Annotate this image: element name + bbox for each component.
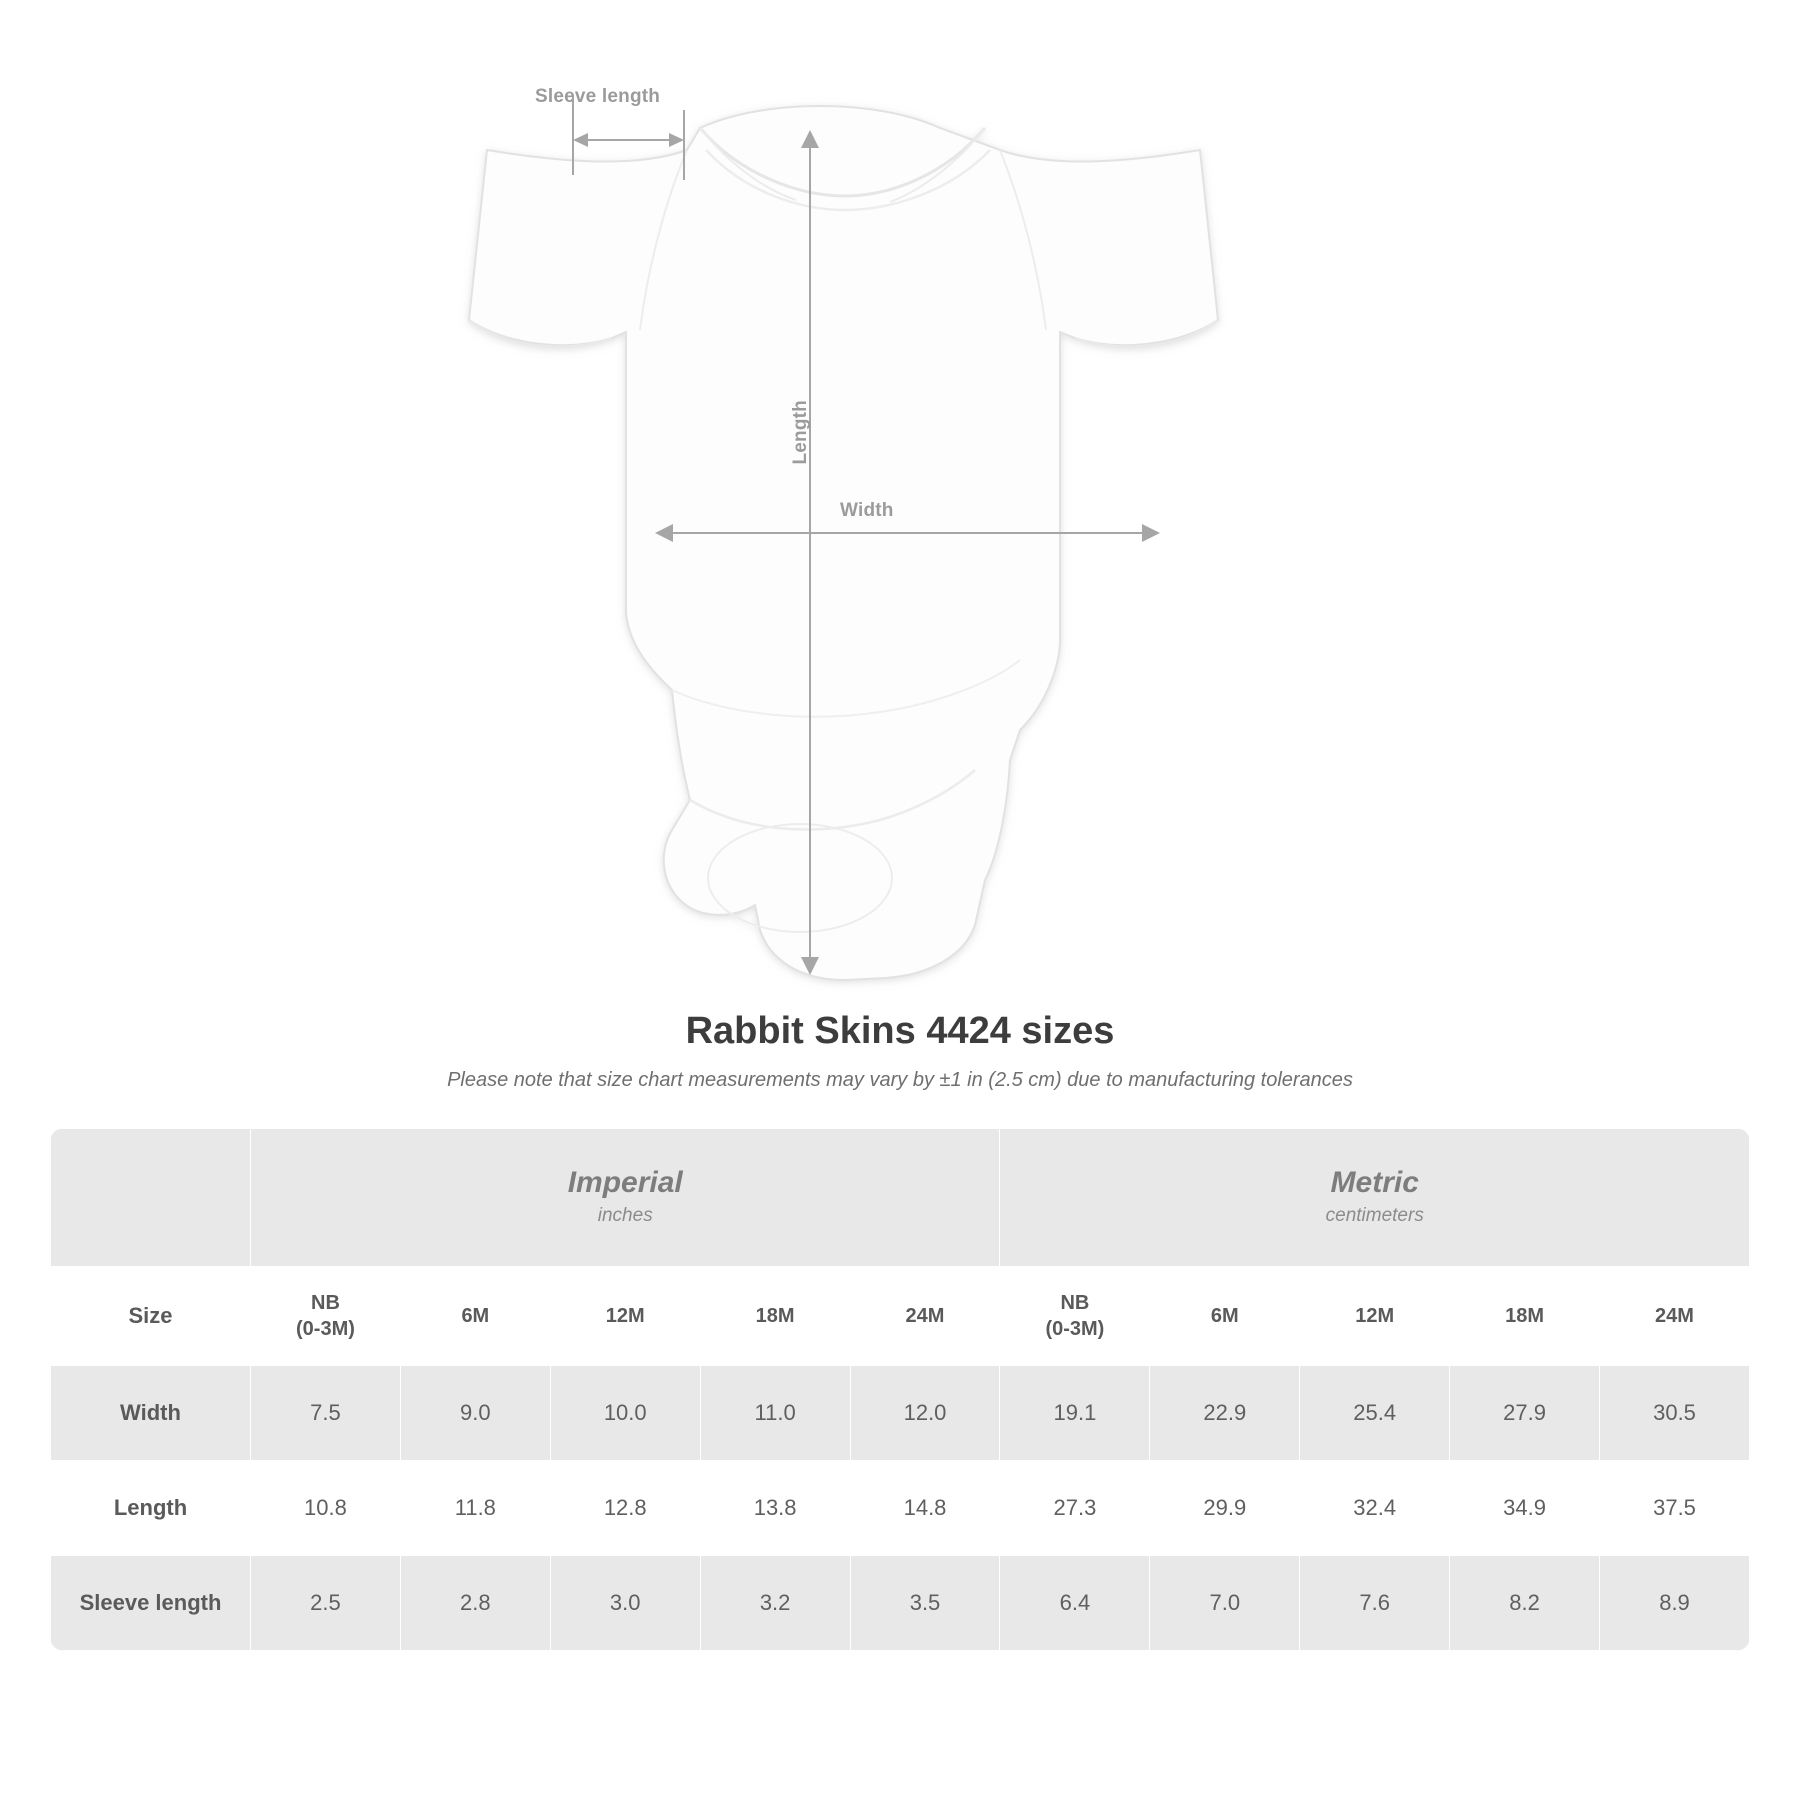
cell-width-imp-24m: 12.0 <box>850 1366 1000 1461</box>
cell-width-imp-12m: 10.0 <box>550 1366 700 1461</box>
col-header-met-nb <box>1000 1267 1150 1366</box>
unit-name-metric: Metric <box>1330 1165 1419 1199</box>
col-header-imp-nb <box>251 1267 401 1366</box>
sleeve-length-label: Sleeve length <box>535 86 661 107</box>
col-header-imp-24m: 24M <box>850 1267 1000 1366</box>
col-header-line2: (0-3M) <box>296 1318 355 1340</box>
unit-sub-imperial: inches <box>597 1205 653 1227</box>
cell-width-met-12m: 25.4 <box>1300 1366 1450 1461</box>
cell-sleeve-met-nb: 6.4 <box>1000 1556 1150 1651</box>
size-chart-table <box>50 1128 1750 1651</box>
cell-length-imp-6m: 11.8 <box>400 1461 550 1556</box>
cell-width-met-6m: 22.9 <box>1150 1366 1300 1461</box>
table-row <box>51 1556 1750 1651</box>
cell-length-met-24m: 37.5 <box>1600 1461 1750 1556</box>
column-header-row <box>51 1267 1750 1366</box>
cell-width-met-nb: 19.1 <box>1000 1366 1150 1461</box>
cell-sleeve-imp-18m: 3.2 <box>700 1556 850 1651</box>
row-label-length: Length <box>51 1461 251 1556</box>
cell-length-met-12m: 32.4 <box>1300 1461 1450 1556</box>
cell-width-met-24m: 30.5 <box>1600 1366 1750 1461</box>
cell-length-imp-18m: 13.8 <box>700 1461 850 1556</box>
cell-width-imp-nb: 7.5 <box>251 1366 401 1461</box>
cell-sleeve-imp-12m: 3.0 <box>550 1556 700 1651</box>
title-block <box>0 1010 1800 1092</box>
unit-header-imperial <box>251 1129 1000 1267</box>
bodysuit-shape <box>469 106 1218 980</box>
col-header-imp-18m: 18M <box>700 1267 850 1366</box>
table-row <box>51 1461 1750 1556</box>
cell-length-imp-24m: 14.8 <box>850 1461 1000 1556</box>
cell-length-met-nb: 27.3 <box>1000 1461 1150 1556</box>
col-header-met-24m: 24M <box>1600 1267 1750 1366</box>
col-header-line1: NB <box>1060 1292 1090 1314</box>
unit-header-row <box>51 1129 1750 1267</box>
unit-header-metric <box>1000 1129 1750 1267</box>
cell-width-met-18m: 27.9 <box>1450 1366 1600 1461</box>
length-label: Length <box>790 400 811 465</box>
col-header-met-12m: 12M <box>1300 1267 1450 1366</box>
table-row <box>51 1366 1750 1461</box>
cell-length-imp-12m: 12.8 <box>550 1461 700 1556</box>
col-header-imp-6m: 6M <box>400 1267 550 1366</box>
cell-length-met-6m: 29.9 <box>1150 1461 1300 1556</box>
unit-header-spacer <box>51 1129 251 1267</box>
cell-sleeve-met-24m: 8.9 <box>1600 1556 1750 1651</box>
unit-sub-metric: centimeters <box>1325 1205 1424 1227</box>
cell-sleeve-met-18m: 8.2 <box>1450 1556 1600 1651</box>
cell-length-met-18m: 34.9 <box>1450 1461 1600 1556</box>
col-header-line2: (0-3M) <box>1045 1318 1105 1340</box>
cell-sleeve-met-6m: 7.0 <box>1150 1556 1300 1651</box>
width-label: Width <box>840 500 894 521</box>
tolerance-note: Please note that size chart measurements may vary by ±1 in (2.5 cm) due to manufacturing tolerances <box>447 1069 1353 1091</box>
row-label-width: Width <box>51 1366 251 1461</box>
col-header-met-18m: 18M <box>1450 1267 1600 1366</box>
cell-width-imp-6m: 9.0 <box>400 1366 550 1461</box>
row-header-label: Size <box>51 1267 251 1366</box>
col-header-imp-12m: 12M <box>550 1267 700 1366</box>
cell-sleeve-imp-24m: 3.5 <box>850 1556 1000 1651</box>
col-header-line1: NB <box>311 1292 340 1314</box>
cell-length-imp-nb: 10.8 <box>251 1461 401 1556</box>
row-label-sleeve-length: Sleeve length <box>51 1556 251 1651</box>
col-header-met-6m: 6M <box>1150 1267 1300 1366</box>
cell-sleeve-met-12m: 7.6 <box>1300 1556 1450 1651</box>
cell-width-imp-18m: 11.0 <box>700 1366 850 1461</box>
size-chart-table-wrap <box>50 1128 1750 1651</box>
unit-name-imperial: Imperial <box>567 1165 683 1199</box>
page-title: Rabbit Skins 4424 sizes <box>685 1010 1115 1052</box>
cell-sleeve-imp-6m: 2.8 <box>400 1556 550 1651</box>
cell-sleeve-imp-nb: 2.5 <box>251 1556 401 1651</box>
